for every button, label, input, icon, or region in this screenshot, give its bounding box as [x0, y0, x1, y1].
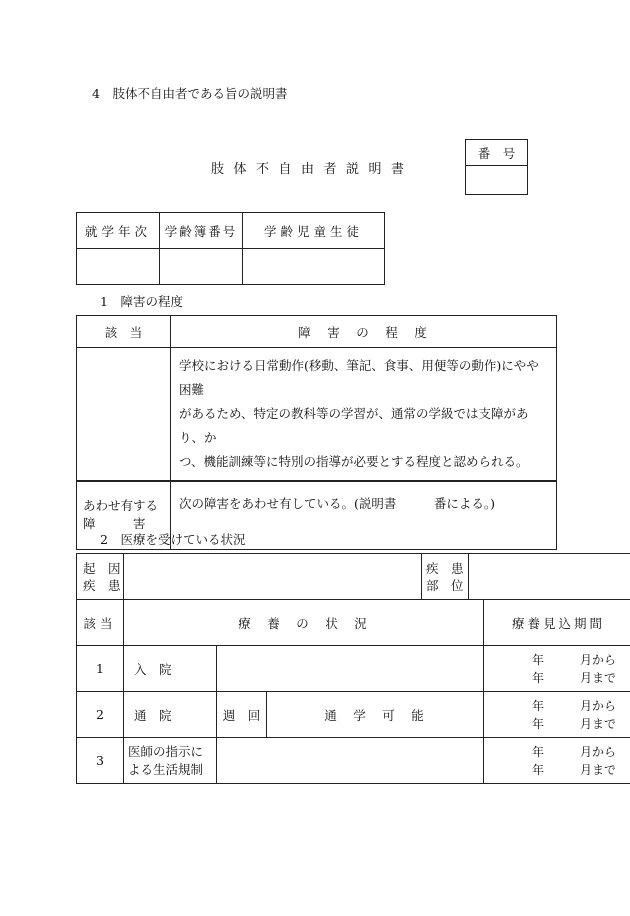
hospitalization-status-cell[interactable]: [217, 646, 484, 692]
school-attendance-possible: 通 学 可 能: [267, 692, 484, 738]
number-value-cell[interactable]: [466, 166, 528, 195]
register-number-header: 学齢簿番号: [160, 213, 243, 249]
section2-title: 2 医療を受けている状況: [100, 532, 246, 547]
degree-line: があるため、特定の教科等の学習が、通常の学級では支障があり、か: [179, 406, 529, 445]
outpatient-period: [484, 692, 630, 738]
hospitalization-label: [124, 646, 217, 692]
doctor-restriction-label: [124, 738, 217, 784]
site-label-line1: 疾 患: [426, 560, 464, 576]
number-box: [465, 139, 528, 195]
combined-label-line2: 障 害: [83, 516, 146, 532]
row-number: 1: [77, 646, 124, 692]
outpatient-label: [124, 692, 217, 738]
section1-title: 1 障害の程度: [100, 294, 183, 309]
degree-header: 障 害 の 程 度: [171, 316, 557, 348]
restriction-period: [484, 738, 630, 784]
treatment-period-header: 療養見込期間: [484, 600, 630, 646]
document-heading: 4 肢体不自由者である旨の説明書: [92, 86, 288, 101]
cause-disease-label: [77, 554, 124, 600]
combined-label-line1: あわせ有する: [83, 498, 159, 514]
disease-site-cell[interactable]: [469, 554, 630, 600]
degree-description: [171, 348, 557, 482]
hospitalization-label-text: 入 院: [134, 661, 172, 677]
treatment-status-header: 療 養 の 状 況: [124, 600, 484, 646]
school-age-student-header: 学齢児童生徒: [243, 213, 385, 249]
medical-status-table: [76, 553, 630, 784]
grade-year-header: 就学年次: [77, 213, 160, 249]
restriction-status-cell[interactable]: [217, 738, 484, 784]
period-to: 年 月まで: [532, 716, 617, 731]
applicable-header: 該 当: [77, 316, 171, 348]
disease-site-label: [422, 554, 469, 600]
restriction-label-line2: よる生活規制: [128, 761, 204, 777]
outpatient-label-text: 通 院: [134, 707, 172, 723]
degree-line: 学校における日常動作(移動、筆記、食事、用便等の動作)にやや困難: [179, 358, 539, 397]
period-to: 年 月まで: [532, 670, 617, 685]
applicable-header-2: 該当: [77, 600, 124, 646]
hospitalization-period: [484, 646, 630, 692]
period-from: 年 月から: [532, 744, 617, 759]
disability-degree-table: [76, 315, 557, 550]
period-from: 年 月から: [532, 698, 617, 713]
register-number-cell[interactable]: [160, 249, 243, 285]
combined-disability-text: 次の障害をあわせ有している。(説明書 番による。): [171, 481, 557, 549]
cause-label-line1: 起 因: [83, 560, 121, 576]
applicable-check-cell[interactable]: [77, 348, 171, 482]
grade-year-cell[interactable]: [77, 249, 160, 285]
degree-line: つ、機能訓練等に特別の指導が必要とする程度と認められる。: [179, 454, 529, 469]
cause-disease-cell[interactable]: [124, 554, 422, 600]
period-to: 年 月まで: [532, 762, 617, 777]
document-title: 肢体不自由者説明書: [211, 162, 414, 177]
period-from: 年 月から: [532, 652, 617, 667]
site-label-line2: 部 位: [426, 577, 464, 593]
row-number: 2: [77, 692, 124, 738]
number-label: 番 号: [466, 140, 528, 166]
school-age-student-cell[interactable]: [243, 249, 385, 285]
student-info-table: [76, 212, 385, 285]
cause-label-line2: 疾 患: [83, 577, 121, 593]
weekly-visits-cell: 週 回: [217, 692, 267, 738]
row-number: 3: [77, 738, 124, 784]
restriction-label-line1: 医師の指示に: [128, 743, 204, 759]
